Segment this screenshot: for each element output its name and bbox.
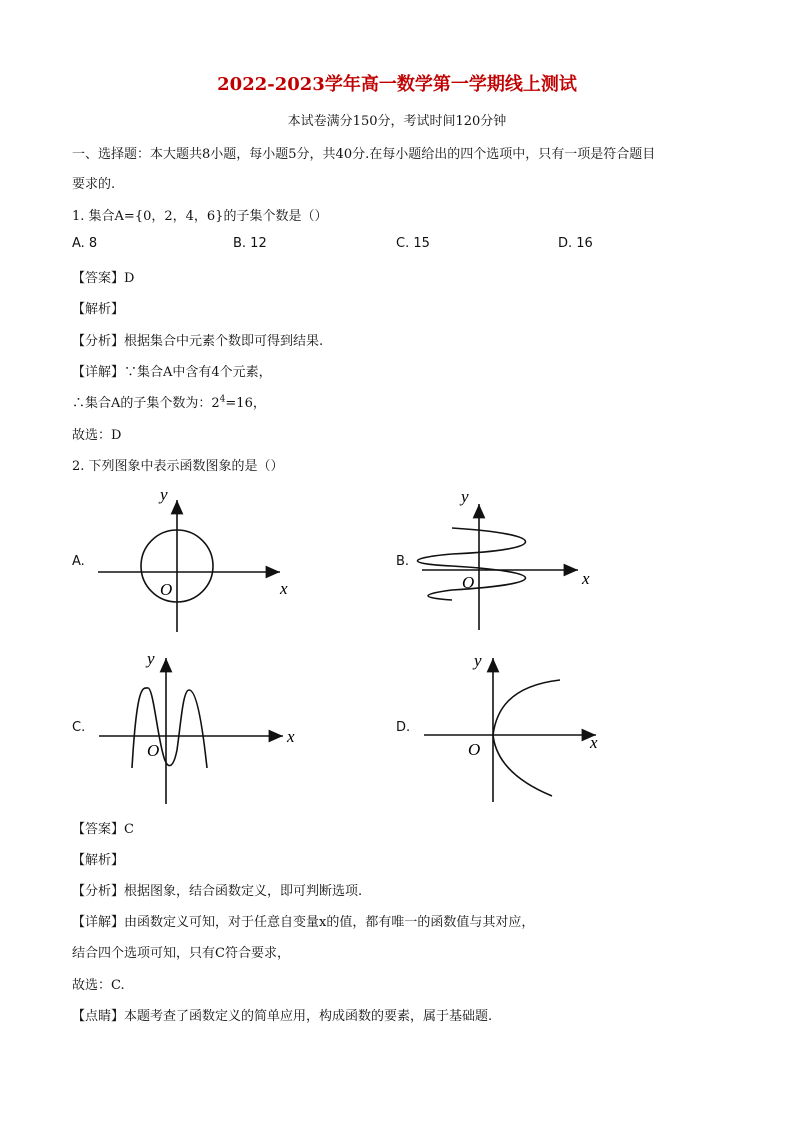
q1-answer: 【答案】D (72, 271, 135, 286)
q2-label-b: B. (396, 554, 410, 569)
q2-stem: 2. 下列图象中表示函数图象的是（） (72, 459, 284, 474)
q2-detail: 【详解】由函数定义可知，对于任意自变量x的值，都有唯一的函数值与其对应， (72, 915, 535, 930)
graph-a-origin: O (160, 580, 173, 599)
q1-option-a: A. 8 (72, 236, 98, 251)
graph-c-function (95, 642, 315, 812)
graph-d-sideways-parabola (418, 642, 618, 812)
q1-analysis-header: 【解析】 (72, 302, 125, 317)
q2-dianjing: 【点睛】本题考查了函数定义的简单应用，构成函数的要素，属于基础题. (72, 1009, 493, 1024)
graph-b-sideways-wave (410, 480, 620, 640)
q2-label-a: A. (72, 554, 85, 569)
graph-c-y-label: y (147, 649, 155, 668)
q2-label-d: D. (396, 720, 411, 735)
q1-subset-count-post: =16， (225, 396, 266, 411)
q1-subset-count (72, 392, 266, 411)
q1-exponent: 4 (219, 394, 226, 405)
q1-option-c: C. 15 (396, 236, 430, 251)
graph-d-x-label: x (590, 733, 598, 752)
graph-d-origin: O (468, 740, 481, 759)
graph-c-origin: O (147, 741, 160, 760)
graph-a-y-label: y (160, 485, 168, 504)
graph-b-origin: O (462, 573, 475, 592)
graph-d-y-label: y (474, 651, 482, 670)
q1-subset-count-pre: ∴集合A的子集个数为：2 (72, 396, 220, 411)
graph-b-x-label: x (582, 569, 590, 588)
page-title: 2022-2023学年高一数学第一学期线上测试 (217, 74, 577, 95)
graph-a-circle (90, 480, 310, 640)
q1-option-b: B. 12 (233, 236, 267, 251)
q1-stem: 1. 集合A={0，2，4，6}的子集个数是（） (72, 209, 328, 224)
q1-option-d: D. 16 (558, 236, 593, 251)
q1-fenxi: 【分析】根据集合中元素个数即可得到结果. (72, 334, 324, 349)
section-heading-line2: 要求的. (72, 177, 116, 192)
q1-choose: 故选：D (72, 428, 122, 443)
q2-choose: 故选：C. (72, 978, 125, 993)
q2-conclusion: 结合四个选项可知，只有C符合要求， (72, 946, 290, 961)
q2-analysis-header: 【解析】 (72, 853, 125, 868)
section-heading-line1: 一、选择题：本大题共8小题，每小题5分，共40分.在每小题给出的四个选项中，只有一项是符合题目 (72, 147, 656, 162)
graph-b-y-label: y (461, 487, 469, 506)
q2-fenxi: 【分析】根据图象，结合函数定义，即可判断选项. (72, 884, 363, 899)
q2-label-c: C. (72, 720, 86, 735)
exam-info: 本试卷满分150分，考试时间120分钟 (287, 114, 507, 129)
graph-c-x-label: x (287, 727, 295, 746)
graph-a-x-label: x (280, 579, 288, 598)
q2-answer: 【答案】C (72, 822, 134, 837)
q1-detail: 【详解】∵集合A中含有4个元素， (72, 365, 272, 380)
